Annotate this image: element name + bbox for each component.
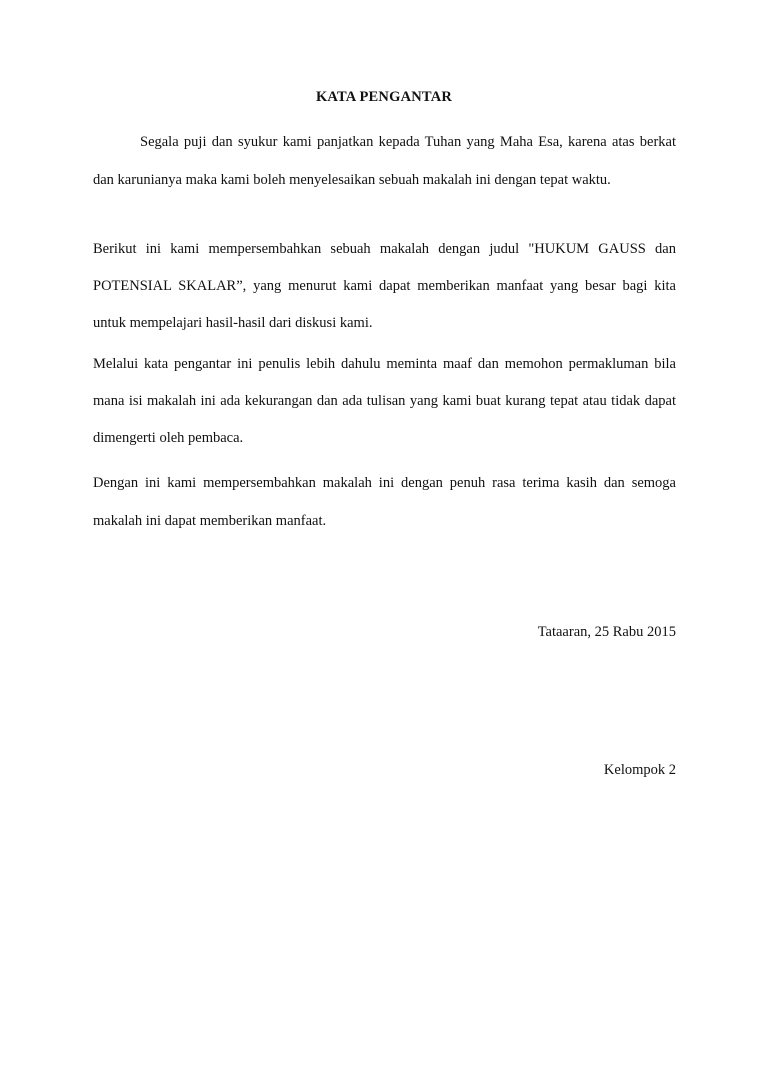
paragraph-2: Berikut ini kami mempersembahkan sebuah makalah dengan judul "HUKUM GAUSS dan POTENSIAL SKALAR”, yang menurut kami dapat memberikan manfaat yang besar bagi kita untuk mempelajari hasil-hasil dari diskusi kami. — [93, 241, 676, 331]
place-date: Tataaran, 25 Rabu 2015 — [537, 624, 676, 640]
paragraph-1: Segala puji dan syukur kami panjatkan kepada Tuhan yang Maha Esa, karena atas berkat dan karunianya maka kami boleh menyelesaikan sebuah makalah ini dengan tepat waktu. — [93, 134, 676, 188]
signature-group: Kelompok 2 — [603, 762, 676, 778]
page-title: KATA PENGANTAR — [315, 89, 453, 105]
paragraph-4: Dengan ini kami mempersembahkan makalah ini dengan penuh rasa terima kasih dan semoga makalah ini dapat memberikan manfaat. — [93, 475, 676, 529]
paragraph-3: Melalui kata pengantar ini penulis lebih dahulu meminta maaf dan memohon permakluman bila mana isi makalah ini ada kekurangan dan ada tulisan yang kami buat kurang tepat atau tidak dapat dimengerti oleh pembaca. — [93, 356, 676, 446]
